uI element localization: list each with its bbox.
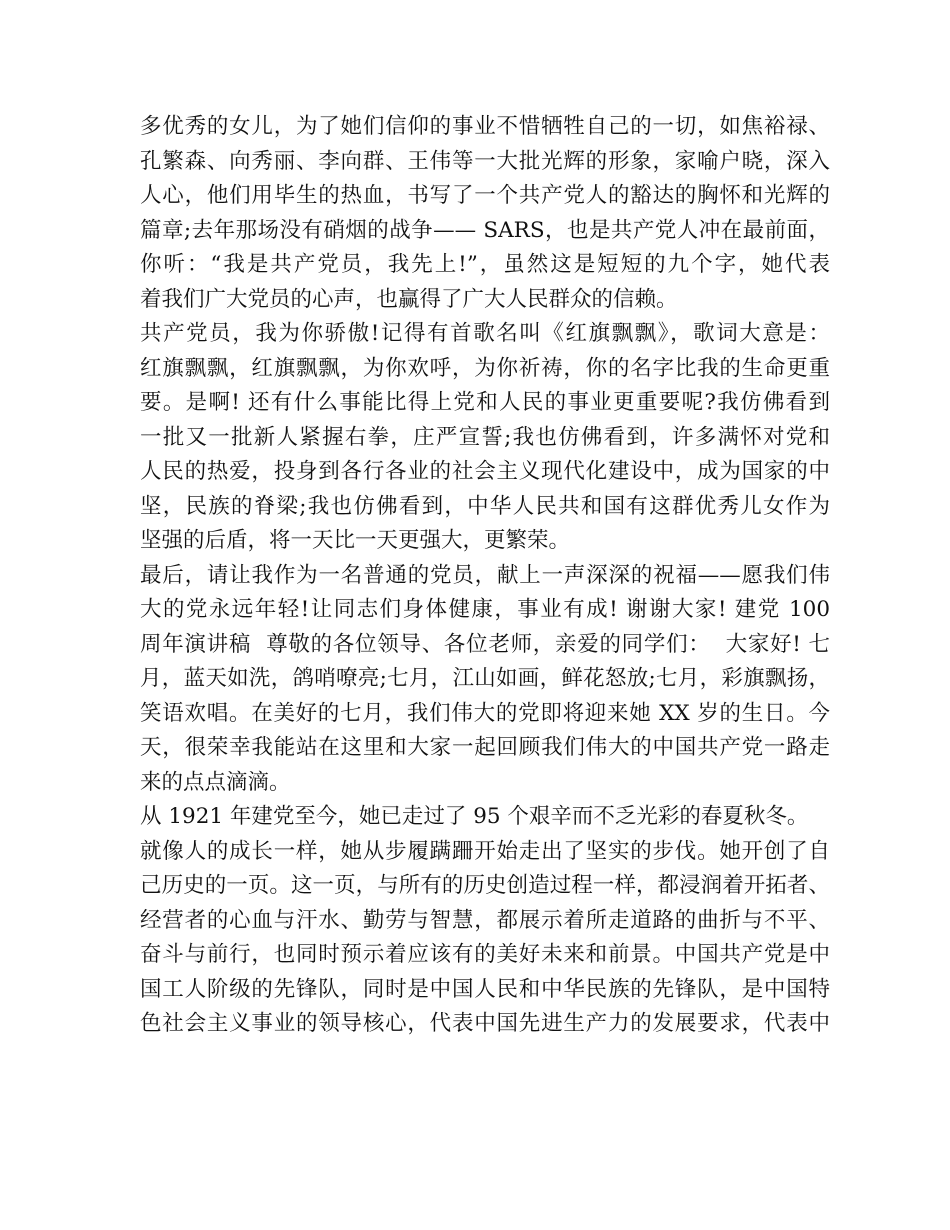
- text-line: 一批又一批新人紧握右拳，庄严宣誓;我也仿佛看到，许多满怀对党和: [140, 424, 830, 450]
- text-line: 月，蓝天如洗，鸽哨嘹亮;七月，江山如画，鲜花怒放;七月，彩旗飘扬，: [140, 666, 830, 691]
- text-line: 色社会主义事业的领导核心，代表中国先进生产力的发展要求，代表中: [140, 1011, 830, 1036]
- text-line: 来的点点滴滴。: [140, 769, 291, 795]
- text-line: 孔繁森、向秀丽、李向群、王伟等一大批光辉的形象，家喻户晓，深入: [140, 148, 830, 174]
- text-line: 奋斗与前行，也同时预示着应该有的美好未来和前景。中国共产党是中: [140, 942, 830, 967]
- document-body: [140, 110, 830, 1042]
- text-line: 人心，他们用毕生的热血，书写了一个共产党人的豁达的胸怀和光辉的: [140, 183, 830, 208]
- text-line: 从 1921 年建党至今，她已走过了 95 个艰辛而不乏光彩的春夏秋冬。: [140, 804, 809, 829]
- text-line: 己历史的一页。这一页，与所有的历史创造过程一样，都浸润着开拓者、: [140, 873, 830, 898]
- text-line: 天，很荣幸我能站在这里和大家一起回顾我们伟大的中国共产党一路走: [140, 735, 830, 760]
- text-line: 人民的热爱，投身到各行各业的社会主义现代化建设中，成为国家的中: [140, 459, 830, 484]
- text-line: 要。是啊! 还有什么事能比得上党和人民的事业更重要呢?我仿佛看到: [140, 390, 830, 415]
- text-line: 周年演讲稿 尊敬的各位领导、各位老师，亲爱的同学们： 大家好! 七: [140, 631, 830, 657]
- text-line: 经营者的心血与汗水、勤劳与智慧，都展示着所走道路的曲折与不平、: [140, 907, 830, 933]
- text-line: 坚强的后盾，将一天比一天更强大，更繁荣。: [140, 528, 571, 553]
- text-line: 就像人的成长一样，她从步履蹒跚开始走出了坚实的步伐。她开创了自: [140, 838, 830, 864]
- text-line: 国工人阶级的先锋队，同时是中国人民和中华民族的先锋队，是中国特: [140, 976, 830, 1002]
- text-line: 多优秀的女儿，为了她们信仰的事业不惜牺牲自己的一切，如焦裕禄、: [140, 114, 830, 139]
- text-line: 大的党永远年轻!让同志们身体健康，事业有成! 谢谢大家! 建党 100: [140, 597, 830, 622]
- text-line: 你听：“我是共产党员，我先上!”，虽然这是短短的九个字，她代表: [140, 252, 830, 277]
- text-line: 笑语欢唱。在美好的七月，我们伟大的党即将迎来她 XX 岁的生日。今: [140, 700, 830, 726]
- text-line: 最后，请让我作为一名普通的党员，献上一声深深的祝福——愿我们伟: [140, 562, 830, 588]
- text-line: 红旗飘飘，红旗飘飘，为你欢呼，为你祈祷，你的名字比我的生命更重: [140, 355, 830, 381]
- text-line: 共产党员，我为你骄傲!记得有首歌名叫《红旗飘飘》，歌词大意是：: [140, 321, 830, 346]
- text-line: 篇章;去年那场没有硝烟的战争—— SARS，也是共产党人冲在最前面，: [140, 217, 830, 243]
- text-line: 坚，民族的脊梁;我也仿佛看到，中华人民共和国有这群优秀儿女作为: [140, 493, 830, 519]
- text-line: 着我们广大党员的心声，也赢得了广大人民群众的信赖。: [140, 286, 678, 312]
